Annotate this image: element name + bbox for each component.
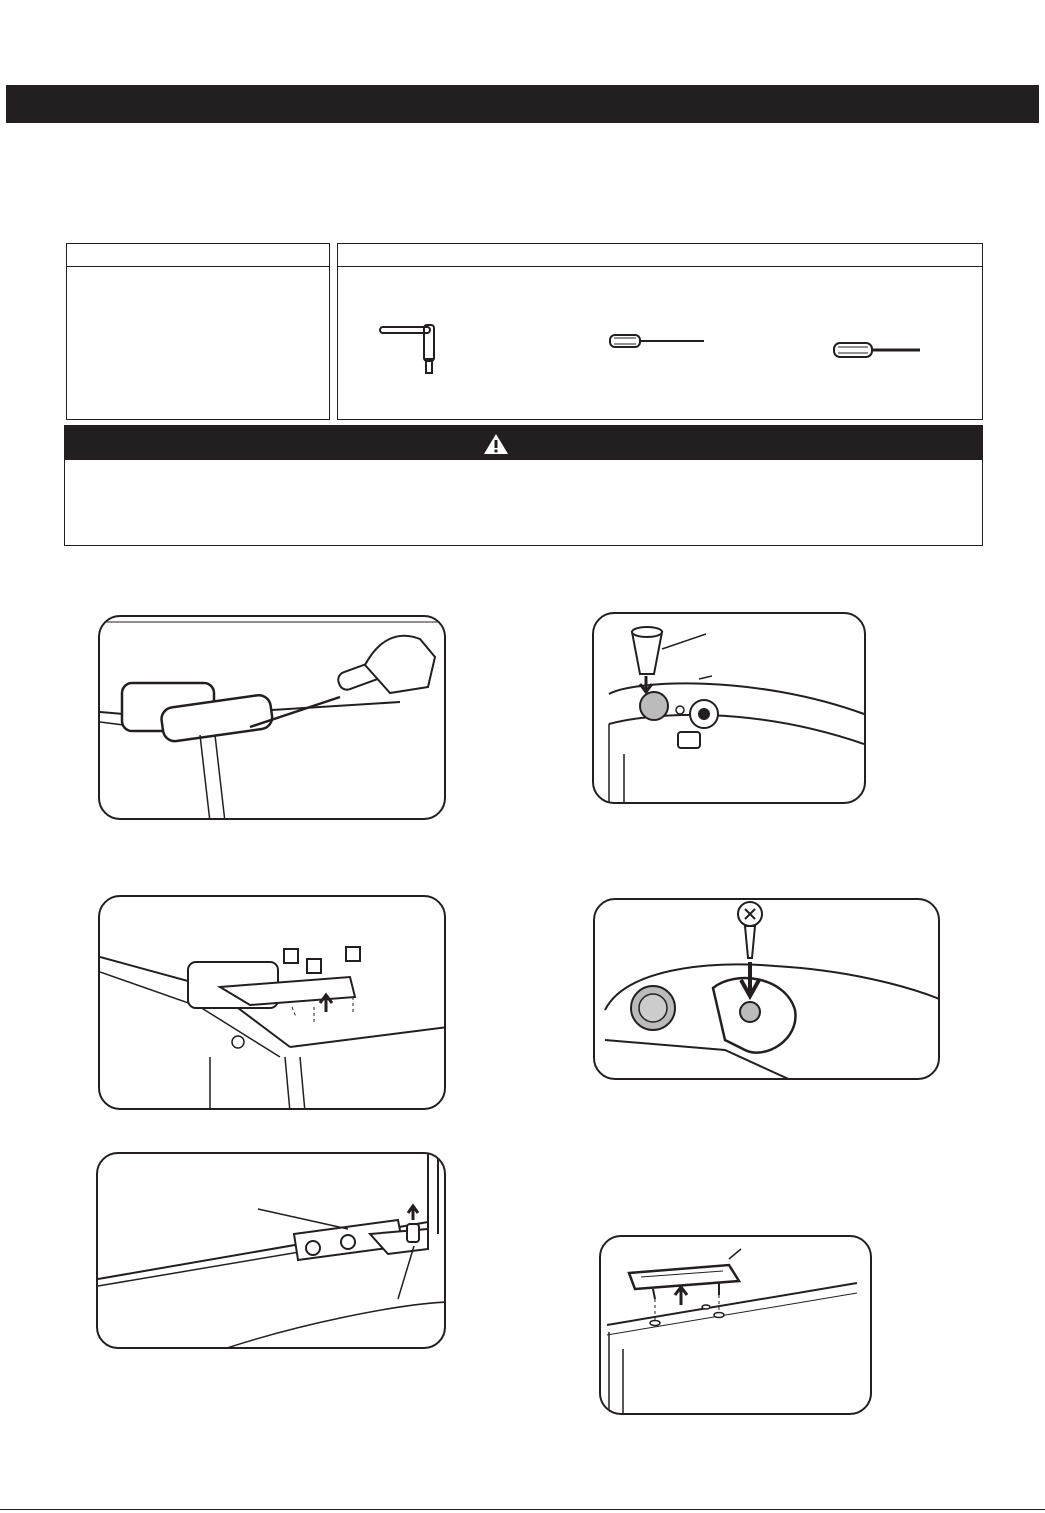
- illustration-fasten-screw: [593, 898, 940, 1080]
- screwdriver-icon: [100, 617, 446, 820]
- socket-wrench-icon: [376, 319, 456, 381]
- warning-box: [64, 425, 983, 546]
- section-header-bar: [6, 85, 1039, 123]
- illustration-remove-hinge-bolts: [98, 895, 446, 1110]
- footer-rule: [0, 1509, 1045, 1510]
- parts-box-header: [67, 244, 329, 267]
- top-cover-icon: [601, 1237, 872, 1415]
- cap-plug-icon: [594, 614, 866, 804]
- phillips-screwdriver-icon: [608, 329, 708, 353]
- tools-box-header: [338, 244, 982, 267]
- warning-triangle-icon: [483, 433, 509, 455]
- illustration-remove-top-cover: [599, 1235, 872, 1415]
- tools-box: [337, 243, 983, 420]
- hinge-pin-icon: [98, 1154, 446, 1349]
- warning-divider: [341, 460, 786, 462]
- flat-screwdriver-icon: [832, 340, 926, 360]
- warning-header: [65, 426, 982, 460]
- parts-box: [66, 243, 330, 420]
- screw-icon: [595, 900, 940, 1080]
- hinge-bolts-icon: [100, 897, 446, 1110]
- illustration-insert-cap-plug: [592, 612, 866, 804]
- illustration-remove-hinge-cover: [98, 615, 446, 820]
- illustration-lift-hinge-pin: [96, 1152, 446, 1349]
